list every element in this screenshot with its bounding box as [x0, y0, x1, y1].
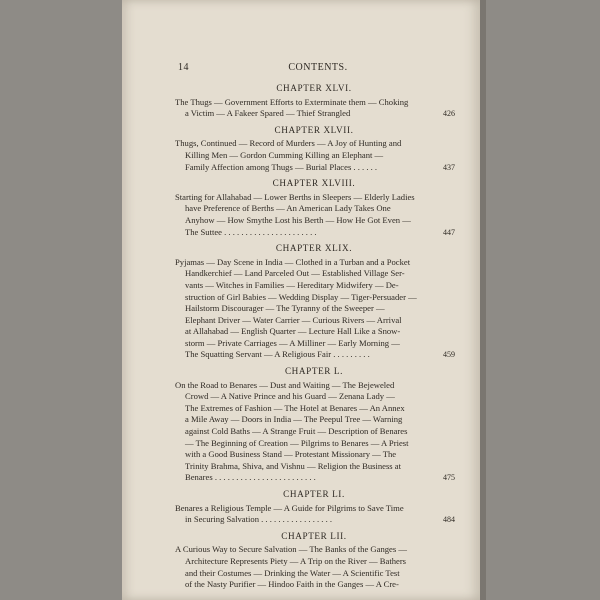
summary-line: Elephant Driver — Water Carrier — Curious Rivers — Arrival: [185, 314, 402, 325]
summary-line: and their Costumes — Drinking the Water — A Scientific Test: [185, 567, 400, 578]
chapter-title: CHAPTER XLVIII.: [272, 178, 356, 189]
chapter-title: CHAPTER XLIX.: [275, 243, 353, 254]
summary-line: — The Beginning of Creation — Pilgrims to Benares — A Priest: [185, 437, 409, 448]
summary-line: Crowd — A Native Prince and his Guard — Zenana Lady —: [185, 391, 395, 402]
chapter-title: CHAPTER LI.: [283, 489, 345, 499]
summary-line: Handkerchief — Land Parceled Out — Established Village Ser-: [185, 268, 405, 279]
chapter-summary: [175, 257, 453, 361]
summary-line: in Securing Salvation . . . . . . . . . . . . . . . . .: [185, 514, 333, 525]
chapter-entry: [175, 531, 453, 591]
summary-line: a Mile Away — Doors in India — The Peepul Tree — Warning: [185, 414, 403, 425]
chapter-summary: [175, 503, 453, 526]
chapter-title: CHAPTER XLVII.: [274, 124, 354, 135]
chapter-page-number: 459: [443, 350, 455, 360]
summary-line: Hailstorm Discourager — The Tyranny of the Sweeper —: [185, 303, 385, 314]
summary-line: Pyjamas — Day Scene in India — Clothed in a Turban and a Pocket: [175, 256, 411, 267]
summary-line: a Victim — A Fakeer Spared — Thief Strangled: [185, 108, 351, 119]
chapter-entry: [175, 178, 453, 238]
chapter-entry: [175, 489, 453, 526]
summary-line: Anyhow — How Smythe Lost his Berth — How He Got Even —: [185, 214, 411, 225]
summary-line: Killing Men — Gordon Cumming Killing an Elephant —: [185, 149, 384, 160]
summary-line: The Suttee . . . . . . . . . . . . . . . . . . . . . .: [185, 226, 317, 237]
chapter-summary: [175, 97, 453, 120]
chapter-page-number: 426: [443, 109, 455, 119]
chapter-entry: [175, 83, 453, 120]
summary-line: The Squatting Servant — A Religious Fair . . . . . . . . .: [185, 349, 370, 360]
summary-line: The Thugs — Government Efforts to Exterminate them — Choking: [175, 96, 409, 107]
chapter-entry: [175, 125, 453, 173]
summary-line: Benares . . . . . . . . . . . . . . . . . . . . . . . .: [185, 472, 316, 483]
chapter-title: CHAPTER LII.: [281, 530, 347, 541]
summary-line: Benares a Religious Temple — A Guide for Pilgrims to Save Time: [175, 502, 404, 513]
chapter-summary: [175, 138, 453, 173]
summary-line: storm — Private Carriages — A Milliner — Early Morning —: [185, 337, 400, 348]
chapter-title: CHAPTER XLVI.: [276, 83, 352, 93]
summary-line: of the Nasty Purifier — Hindoo Faith in the Ganges — A Cre-: [185, 579, 399, 590]
summary-line: A Curious Way to Secure Salvation — The Banks of the Ganges —: [175, 544, 407, 555]
chapter-entry: [175, 243, 453, 361]
chapter-title: CHAPTER L.: [284, 366, 344, 377]
summary-line: On the Road to Benares — Dust and Waiting — The Bejeweled: [175, 379, 395, 390]
summary-line: Starting for Allahabad — Lower Berths in Sleepers — Elderly Ladies: [175, 191, 415, 202]
chapter-page-number: 447: [443, 227, 455, 237]
summary-line: Architecture Represents Piety — A Trip on the River — Bathers: [185, 555, 407, 566]
page-number: 14: [178, 62, 189, 73]
summary-line: The Extremes of Fashion — The Hotel at Benares — An Annex: [185, 402, 405, 413]
chapter-page-number: 475: [443, 473, 455, 483]
summary-line: Family Affection among Thugs — Burial Places . . . . . .: [185, 161, 378, 172]
page-header: [178, 62, 458, 76]
chapter-page-number: 484: [443, 515, 455, 525]
summary-line: against Cold Baths — A Strange Fruit — Description of Benares: [185, 426, 408, 437]
chapter-summary: [175, 380, 453, 484]
chapter-summary: [175, 544, 453, 590]
summary-line: struction of Girl Babies — Wedding Display — Tiger-Persuader —: [185, 291, 417, 302]
chapter-entry: [175, 366, 453, 484]
book-gutter: [480, 0, 486, 600]
chapter-page-number: 437: [443, 162, 455, 172]
chapter-summary: [175, 192, 453, 238]
summary-line: have Preference of Berths — An American Lady Takes One: [185, 203, 391, 214]
page-title: CONTENTS.: [288, 62, 348, 73]
summary-line: with a Good Business Stand — Protestant Missionary — The: [185, 449, 397, 460]
summary-line: vants — Witches in Families — Hereditary Midwifery — De-: [185, 279, 399, 290]
summary-line: Thugs, Continued — Record of Murders — A Joy of Hunting and: [175, 138, 402, 149]
summary-line: at Allahabad — English Quarter — Lecture Hall Like a Snow-: [185, 326, 401, 337]
contents-list: [175, 83, 453, 596]
summary-line: Trinity Brahma, Shiva, and Vishnu — Religion the Business at: [185, 460, 401, 471]
